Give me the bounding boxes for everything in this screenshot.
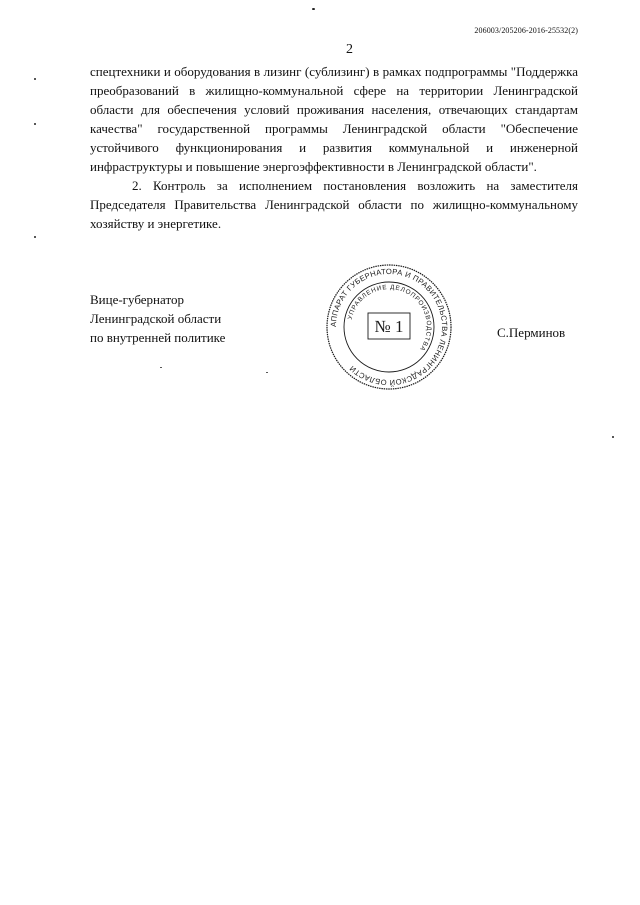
- seal-outer-text: АППАРАТ ГУБЕРНАТОРА И ПРАВИТЕЛЬСТВА ЛЕНИНГРАДСКОЙ ОБЛАСТИ: [328, 266, 450, 388]
- scan-speck: [266, 372, 268, 373]
- page-number: 2: [346, 42, 353, 57]
- paragraph-1: спецтехники и оборудования в лизинг (сублизинг) в рамках подпрограммы "Поддержка преобразований в жилищно-коммунальной сфере на территории Ленинградской области для обеспечения условий проживания населения, отвечающих стандартам качества" государственной программы Ленинградской области "Обеспечение устойчивого функционирования и развития коммунальной и инженерной инфраструктуры и повышение энергоэффективности в Ленинградской области".: [90, 64, 578, 174]
- seal-center-text: № 1: [374, 317, 404, 336]
- document-number: 206003/205206-2016-25532(2): [474, 26, 578, 35]
- scan-speck: [34, 123, 36, 125]
- official-seal: [325, 263, 453, 391]
- seal-inner-text: УПРАВЛЕНИЕ ДЕЛОПРОИЗВОДСТВА: [346, 283, 433, 353]
- paragraph-2: 2. Контроль за исполнением постановления возложить на заместителя Председателя Правительства Ленинградской области по жилищно-коммунальному хозяйству и энергетике.: [90, 178, 578, 231]
- signatory-block: [90, 290, 225, 347]
- signatory-name: С.Перминов: [497, 325, 566, 340]
- scan-speck: [160, 367, 162, 368]
- signatory-title-line-3: по внутренней политике: [90, 330, 226, 345]
- scan-speck: [612, 436, 614, 438]
- scan-speck: [34, 78, 36, 80]
- scan-speck: [34, 236, 36, 238]
- scan-speck: [312, 8, 315, 10]
- document-body: [90, 62, 578, 233]
- signatory-title-line-1: Вице-губернатор: [90, 292, 184, 307]
- signatory-title-line-2: Ленинградской области: [90, 311, 222, 326]
